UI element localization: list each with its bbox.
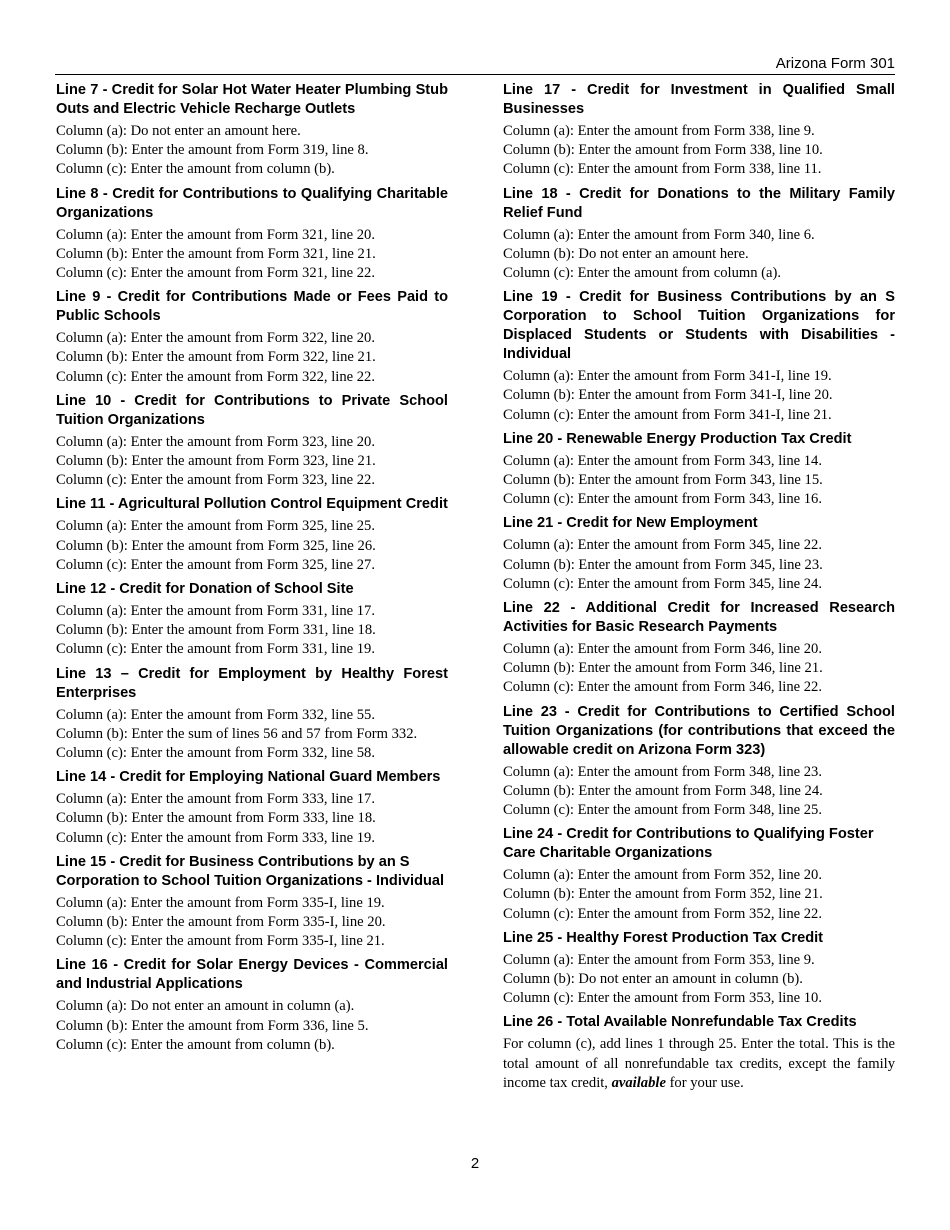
section-line-22 [503,599,895,698]
section-heading: Line 22 - Additional Credit for Increased Research Activities for Basic Research Payments [503,600,895,636]
form-header: Arizona Form 301 [775,55,895,72]
instruction-line: Column (b): Enter the amount from Form 319, line 8. [56,142,369,159]
instruction-line: Column (c): Enter the amount from Form 353, line 10. [503,990,822,1007]
section-line-24 [503,825,895,924]
instruction-line: Column (b): Enter the amount from Form 341-I, line 20. [503,387,833,404]
instruction-line: Column (a): Enter the amount from Form 325, line 25. [56,518,375,535]
instruction-line: Column (b): Enter the amount from Form 322, line 21. [56,349,376,366]
instruction-line: Column (b): Enter the amount from Form 321, line 21. [56,245,376,262]
instruction-line: Column (a): Enter the amount from Form 331, line 17. [56,603,375,620]
instruction-line: Column (b): Enter the amount from Form 346, line 21. [503,660,823,677]
section-heading: Line 20 - Renewable Energy Production Tax Credit [503,430,852,447]
instruction-line: Column (c): Enter the amount from Form 325, line 27. [56,556,375,573]
instruction-line: Column (a): Enter the amount from Form 352, line 20. [503,867,822,884]
instruction-line: Column (c): Enter the amount from Form 331, line 19. [56,641,375,658]
section-heading: Line 8 - Credit for Contributions to Qualifying Charitable Organizations [56,185,448,221]
section-line-10 [56,392,448,491]
emphasis-word: available [611,1075,666,1092]
section-line-13 [56,665,448,764]
instruction-line: Column (c): Enter the amount from Form 321, line 22. [56,265,375,282]
instruction-line: Column (c): Enter the amount from Form 348, line 25. [503,802,822,819]
instruction-line: Column (b): Enter the amount from Form 323, line 21. [56,453,376,470]
paragraph-text: For column (c), add lines 1 through 25. Enter the total. This is the total amount of all nonrefundable tax credits, except the family income tax credit, [503,1036,895,1092]
section-heading: Line 18 - Credit for Donations to the Military Family Relief Fund [503,185,895,221]
section-line-21 [503,514,895,594]
section-heading: Line 9 - Credit for Contributions Made or Fees Paid to Public Schools [56,289,448,325]
instruction-line: Column (b): Enter the amount from Form 336, line 5. [56,1017,369,1034]
instruction-line: Column (b): Enter the sum of lines 56 and 57 from Form 332. [56,725,418,742]
instruction-line: Column (c): Enter the amount from column (a). [503,265,782,282]
section-heading: Line 15 - Credit for Business Contributions by an S Corporation to School Tuition Organizations - Individual [56,853,445,889]
instruction-line: Column (b): Enter the amount from Form 352, line 21. [503,886,823,903]
section-heading: Line 17 - Credit for Investment in Qualified Small Businesses [503,82,895,117]
section-heading: Line 16 - Credit for Solar Energy Devices - Commercial and Industrial Applications [56,957,448,993]
instruction-line: Column (b): Do not enter an amount in column (b). [503,971,803,988]
section-line-11 [56,495,448,575]
section-heading: Line 25 - Healthy Forest Production Tax Credit [503,929,824,946]
section-line-16 [56,956,448,1055]
section-line-20 [503,430,895,510]
left-column [56,81,448,1060]
section-heading: Line 11 - Agricultural Pollution Control Equipment Credit [56,496,448,513]
paragraph-text-end: for your use. [665,1075,744,1092]
section-line-19 [503,288,895,425]
total-credits-paragraph [503,1035,895,1094]
section-heading: Line 24 - Credit for Contributions to Qualifying Foster Care Charitable Organizations [503,826,874,862]
right-column [503,81,895,1099]
section-heading: Line 7 - Credit for Solar Hot Water Heater Plumbing Stub Outs and Electric Vehicle Recharge Outlets [56,82,448,117]
instruction-line: Column (c): Enter the amount from Form 332, line 58. [56,745,375,762]
section-heading: Line 23 - Credit for Contributions to Certified School Tuition Organizations (for contributions that exceed the allowable credit on Arizona Form 323) [503,703,895,758]
section-line-23 [503,703,895,821]
section-line-12 [56,580,448,660]
section-line-14 [56,768,448,848]
instruction-line: Column (c): Enter the amount from Form 341-I, line 21. [503,406,832,423]
instruction-line: Column (c): Enter the amount from Form 333, line 19. [56,829,375,846]
instruction-line: Column (b): Enter the amount from Form 325, line 26. [56,537,376,554]
instruction-line: Column (c): Enter the amount from column (b). [56,1036,335,1053]
instruction-line: Column (a): Enter the amount from Form 338, line 9. [503,123,815,139]
instruction-line: Column (c): Enter the amount from Form 335-I, line 21. [56,933,385,950]
instruction-line: Column (a): Enter the amount from Form 346, line 20. [503,641,822,658]
instruction-line: Column (b): Enter the amount from Form 333, line 18. [56,810,376,827]
instruction-line: Column (b): Enter the amount from Form 338, line 10. [503,142,823,159]
section-heading: Line 10 - Credit for Contributions to Private School Tuition Organizations [56,392,448,428]
section-line-25 [503,929,895,1009]
instruction-line: Column (c): Enter the amount from Form 343, line 16. [503,491,822,508]
instruction-line: Column (a): Enter the amount from Form 341-I, line 19. [503,368,832,385]
section-heading: Line 14 - Credit for Employing National Guard Members [56,769,441,786]
section-heading: Line 19 - Credit for Business Contributions by an S Corporation to School Tuition Organizations for Displaced Students or Students with Disabilities - Individual [503,289,895,363]
instruction-line: Column (c): Enter the amount from column (b). [56,161,335,178]
instruction-line: Column (a): Enter the amount from Form 348, line 23. [503,763,822,780]
instruction-line: Column (b): Enter the amount from Form 348, line 24. [503,782,823,799]
section-heading: Line 13 – Credit for Employment by Healthy Forest Enterprises [56,665,448,701]
instruction-line: Column (a): Enter the amount from Form 321, line 20. [56,226,375,243]
section-line-7 [56,81,448,180]
instruction-line: Column (a): Enter the amount from Form 335-I, line 19. [56,894,385,911]
instruction-line: Column (a): Enter the amount from Form 340, line 6. [503,226,815,243]
section-heading: Line 12 - Credit for Donation of School Site [56,581,354,598]
instruction-line: Column (a): Do not enter an amount here. [56,123,301,139]
instruction-line: Column (a): Do not enter an amount in column (a). [56,998,355,1015]
instruction-line: Column (c): Enter the amount from Form 338, line 11. [503,161,822,178]
section-line-26 [503,1013,895,1094]
instruction-line: Column (c): Enter the amount from Form 345, line 24. [503,575,822,592]
instruction-line: Column (b): Enter the amount from Form 343, line 15. [503,472,823,489]
section-heading: Line 26 - Total Available Nonrefundable Tax Credits [503,1014,857,1031]
section-line-15 [56,853,448,952]
instruction-line: Column (b): Enter the amount from Form 331, line 18. [56,622,376,639]
section-heading: Line 21 - Credit for New Employment [503,515,758,532]
section-line-8 [56,185,448,284]
section-line-18 [503,185,895,284]
instruction-line: Column (a): Enter the amount from Form 345, line 22. [503,537,822,554]
instruction-line: Column (c): Enter the amount from Form 323, line 22. [56,472,375,489]
instruction-line: Column (c): Enter the amount from Form 352, line 22. [503,905,822,922]
instruction-line: Column (a): Enter the amount from Form 353, line 9. [503,951,815,968]
instruction-line: Column (c): Enter the amount from Form 322, line 22. [56,368,375,385]
instruction-line: Column (a): Enter the amount from Form 343, line 14. [503,452,822,469]
instruction-line: Column (a): Enter the amount from Form 332, line 55. [56,706,375,723]
instruction-line: Column (a): Enter the amount from Form 323, line 20. [56,433,375,450]
instruction-line: Column (c): Enter the amount from Form 346, line 22. [503,679,822,696]
instruction-line: Column (b): Enter the amount from Form 345, line 23. [503,556,823,573]
header-rule [55,74,895,75]
instruction-line: Column (a): Enter the amount from Form 322, line 20. [56,330,375,347]
section-line-9 [56,288,448,387]
instruction-line: Column (a): Enter the amount from Form 333, line 17. [56,791,375,808]
instruction-line: Column (b): Do not enter an amount here. [503,245,749,262]
page-number: 2 [470,1155,480,1172]
instruction-line: Column (b): Enter the amount from Form 335-I, line 20. [56,914,386,931]
section-line-17 [503,81,895,180]
